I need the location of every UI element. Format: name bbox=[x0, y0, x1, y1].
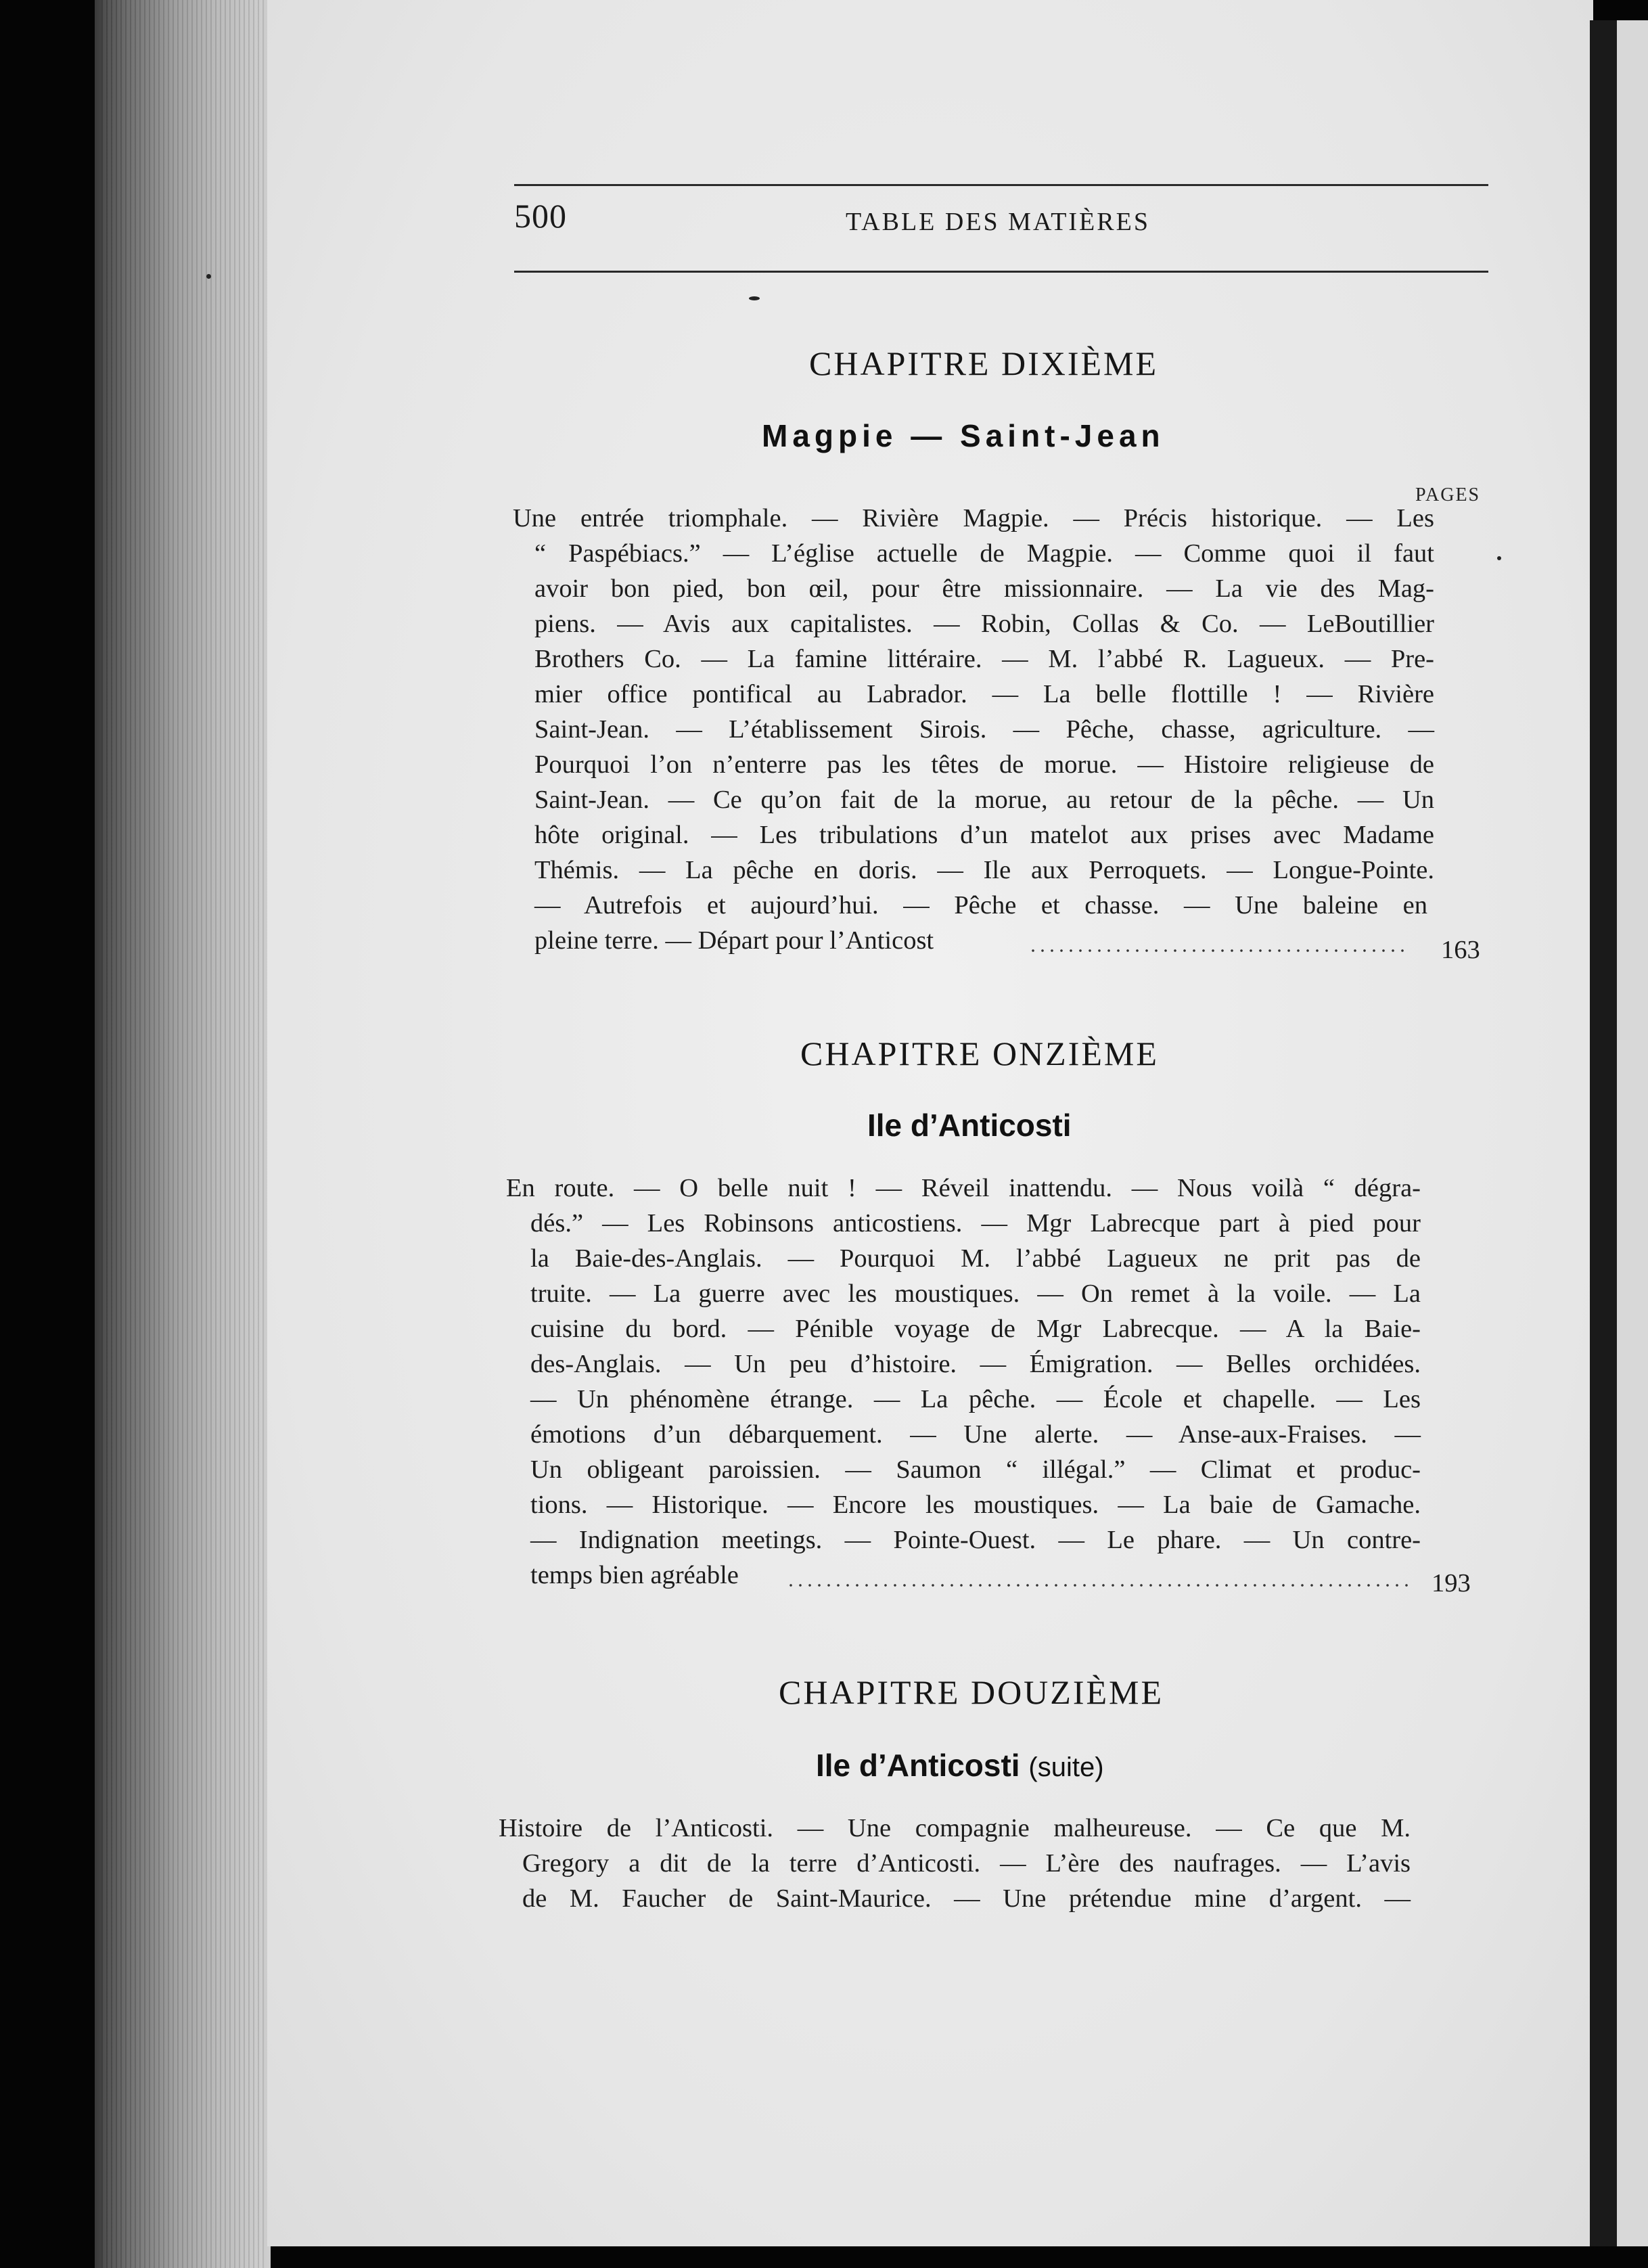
page-reference: 163 bbox=[1441, 936, 1480, 964]
toc-line: Saint-Jean. — L’établissement Sirois. — Pêche, chasse, agriculture. — bbox=[534, 715, 1434, 744]
toc-line: — Un phénomène étrange. — La pêche. — École et chapelle. — Les bbox=[530, 1385, 1421, 1413]
chapter-title: CHAPITRE DIXIÈME bbox=[809, 344, 1159, 382]
scan-speck bbox=[1497, 556, 1501, 560]
book-page-edges-texture bbox=[101, 0, 264, 2268]
toc-line: — Indignation meetings. — Pointe-Ouest. — Le phare. — Un contre- bbox=[530, 1526, 1421, 1554]
scan-speck bbox=[206, 274, 211, 279]
header-top-rule bbox=[514, 184, 1488, 186]
toc-line: Gregory a dit de la terre d’Anticosti. — L’ère des naufrages. — L’avis bbox=[522, 1849, 1411, 1878]
toc-line: — Autrefois et aujourd’hui. — Pêche et chasse. — Une baleine en bbox=[534, 891, 1427, 920]
scan-speck bbox=[749, 296, 760, 300]
toc-last-line: temps bien agréable bbox=[530, 1561, 739, 1589]
toc-line: “ Paspébiacs.” — L’église actuelle de Magpie. — Comme quoi il faut bbox=[534, 539, 1434, 568]
toc-line: la Baie-des-Anglais. — Pourquoi M. l’abbé Lagueux ne prit pas de bbox=[530, 1244, 1421, 1273]
toc-line: truite. — La guerre avec les moustiques. — On remet à la voile. — La bbox=[530, 1279, 1421, 1308]
book-gutter-shadow bbox=[1590, 20, 1617, 2246]
toc-line: dés.” — Les Robinsons anticostiens. — Mgr Labrecque part à pied pour bbox=[530, 1209, 1421, 1238]
pages-column-label: PAGES bbox=[1415, 484, 1481, 505]
toc-line: tions. — Historique. — Encore les moustiques. — La baie de Gamache. bbox=[530, 1491, 1421, 1519]
toc-line: Histoire de l’Anticosti. — Une compagnie malheureuse. — Ce que M. bbox=[499, 1814, 1411, 1842]
toc-line: émotions d’un débarquement. — Une alerte. — Anse-aux-Fraises. — bbox=[530, 1420, 1421, 1449]
dot-leader bbox=[1028, 949, 1411, 953]
toc-line: Une entrée triomphale. — Rivière Magpie. — Précis historique. — Les bbox=[513, 504, 1434, 532]
chapter-title: CHAPITRE ONZIÈME bbox=[800, 1035, 1159, 1072]
chapter-title: CHAPITRE DOUZIÈME bbox=[779, 1673, 1164, 1711]
toc-line: mier office pontifical au Labrador. — La belle flottille ! — Rivière bbox=[534, 680, 1434, 708]
dot-leader bbox=[786, 1583, 1414, 1587]
toc-line: de M. Faucher de Saint-Maurice. — Une prétendue mine d’argent. — bbox=[522, 1884, 1411, 1913]
chapter-subtitle: Ile d’Anticosti bbox=[867, 1108, 1072, 1143]
facing-page-edge bbox=[1617, 20, 1648, 2246]
toc-line: Saint-Jean. — Ce qu’on fait de la morue, au retour de la pêche. — Un bbox=[534, 786, 1434, 814]
toc-line: piens. — Avis aux capitalistes. — Robin, Collas & Co. — LeBoutillier bbox=[534, 610, 1434, 638]
toc-line: cuisine du bord. — Pénible voyage de Mgr Labrecque. — A la Baie- bbox=[530, 1315, 1421, 1343]
page-number: 500 bbox=[514, 197, 567, 235]
page-reference: 193 bbox=[1432, 1569, 1471, 1597]
toc-line: Un obligeant paroissien. — Saumon “ illégal.” — Climat et produc- bbox=[530, 1455, 1421, 1484]
header-bottom-rule bbox=[514, 271, 1488, 273]
toc-last-line: pleine terre. — Départ pour l’Anticost bbox=[534, 926, 934, 955]
toc-line: Thémis. — La pêche en doris. — Ile aux Perroquets. — Longue-Pointe. bbox=[534, 856, 1434, 884]
toc-line: Pourquoi l’on n’enterre pas les têtes de morue. — Histoire religieuse de bbox=[534, 750, 1434, 779]
running-head: TABLE DES MATIÈRES bbox=[846, 208, 1150, 236]
chapter-subtitle: Magpie — Saint-Jean bbox=[762, 418, 1165, 453]
toc-line: Brothers Co. — La famine littéraire. — M. l’abbé R. Lagueux. — Pre- bbox=[534, 645, 1434, 673]
toc-line: hôte original. — Les tribulations d’un matelot aux prises avec Madame bbox=[534, 821, 1434, 849]
toc-line: En route. — O belle nuit ! — Réveil inattendu. — Nous voilà “ dégra- bbox=[506, 1174, 1421, 1202]
chapter-subtitle-suffix: (suite) bbox=[1028, 1752, 1104, 1782]
chapter-subtitle-text: Ile d’Anticosti bbox=[816, 1748, 1020, 1783]
toc-line: avoir bon pied, bon œil, pour être missionnaire. — La vie des Mag- bbox=[534, 574, 1434, 603]
chapter-subtitle bbox=[816, 1747, 1104, 1784]
toc-line: des-Anglais. — Un peu d’histoire. — Émigration. — Belles orchidées. bbox=[530, 1350, 1421, 1378]
